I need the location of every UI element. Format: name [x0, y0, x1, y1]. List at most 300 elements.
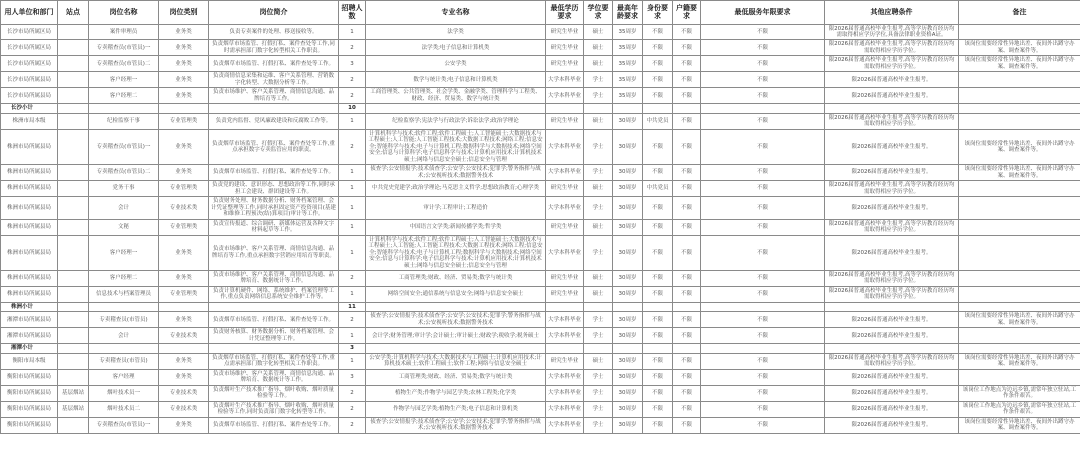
- table-row: [1, 88, 1080, 104]
- table-cell: [673, 344, 701, 353]
- table-cell: 不限: [643, 40, 673, 56]
- table-cell: 客户经理一: [89, 235, 159, 270]
- table-cell: 专业管理类: [159, 219, 209, 235]
- table-cell: 不限: [701, 165, 825, 181]
- table-cell: [959, 24, 1080, 40]
- table-cell: 不限: [643, 328, 673, 344]
- table-cell: 大学本科毕业: [546, 88, 584, 104]
- table-cell: [366, 344, 546, 353]
- table-cell: 不限: [701, 197, 825, 219]
- table-cell: 1: [339, 353, 366, 369]
- table-cell: 长沙市局所属县局: [1, 72, 58, 88]
- table-cell: 不限: [673, 181, 701, 197]
- table-cell: 35周岁: [613, 40, 643, 56]
- table-cell: 30周岁: [613, 312, 643, 328]
- table-cell: [959, 104, 1080, 113]
- table-cell: 负责烟草市场监管、打假打私、案件查处等工作,同时需承担部门数字化转型相关工作职责。: [209, 40, 339, 56]
- table-cell: 该岗位需要经常性异地出差、夜间外出蹲守办案、调查案件等。: [959, 129, 1080, 164]
- table-cell: 负责烟叶生产技术推广指导、烟叶收购、烟叶质量检验等工作。: [209, 385, 339, 401]
- table-cell: 不限: [701, 369, 825, 385]
- table-cell: 35周岁: [613, 56, 643, 72]
- table-cell: 不限: [643, 235, 673, 270]
- column-header: 最低服务年限要求: [701, 1, 825, 25]
- table-cell: 该岗位需要经常性异地出差、夜间外出蹲守办案、调查案件等。: [959, 165, 1080, 181]
- table-cell: [959, 286, 1080, 302]
- table-cell: 专业技术类: [159, 401, 209, 417]
- table-cell: 烟叶技术员一: [89, 385, 159, 401]
- table-cell: 信息技术与档案管理员: [89, 286, 159, 302]
- table-cell: 会计: [89, 197, 159, 219]
- table-cell: 中共党员: [643, 181, 673, 197]
- table-cell: 湘潭小计: [1, 344, 58, 353]
- table-cell: [366, 302, 546, 311]
- table-cell: 该岗位工作地点为边远乡镇,需常年独立驻站,工作条件艰苦。: [959, 385, 1080, 401]
- table-cell: 纪检监察干事: [89, 113, 159, 129]
- table-cell: 不限: [701, 401, 825, 417]
- table-cell: 限2026届普通高校毕业生报考。: [825, 401, 959, 417]
- table-cell: [546, 104, 584, 113]
- column-header: 岗位简介: [209, 1, 339, 25]
- table-cell: [959, 88, 1080, 104]
- table-cell: 大学本科毕业: [546, 401, 584, 417]
- table-cell: [58, 417, 89, 433]
- table-cell: 2: [339, 271, 366, 287]
- table-cell: [825, 302, 959, 311]
- table-row: [1, 369, 1080, 385]
- table-header-row: [1, 1, 1080, 25]
- table-cell: 公安学类: [366, 56, 546, 72]
- table-cell: 1: [339, 235, 366, 270]
- table-row: [1, 56, 1080, 72]
- table-cell: 限2026届普通高校毕业生报考。: [825, 417, 959, 433]
- table-cell: [58, 271, 89, 287]
- column-header: 最低学历要求: [546, 1, 584, 25]
- table-cell: 株洲市局所属县局: [1, 129, 58, 164]
- table-row: [1, 286, 1080, 302]
- table-cell: [58, 197, 89, 219]
- table-cell: 不限: [701, 385, 825, 401]
- table-cell: 客户经理二: [89, 271, 159, 287]
- table-cell: [959, 72, 1080, 88]
- table-cell: [959, 219, 1080, 235]
- table-cell: 大学本科毕业: [546, 312, 584, 328]
- table-cell: 学士: [584, 417, 613, 433]
- table-cell: 30周岁: [613, 401, 643, 417]
- table-cell: 专卖稽查员(市管员)一: [89, 417, 159, 433]
- table-row: [1, 385, 1080, 401]
- table-cell: [58, 181, 89, 197]
- table-cell: [89, 104, 159, 113]
- table-cell: 研究生毕业: [546, 40, 584, 56]
- table-cell: 30周岁: [613, 286, 643, 302]
- table-cell: 2: [339, 312, 366, 328]
- table-cell: [58, 165, 89, 181]
- table-cell: 党务干事: [89, 181, 159, 197]
- table-row: [1, 165, 1080, 181]
- table-cell: 不限: [673, 197, 701, 219]
- table-cell: [159, 344, 209, 353]
- table-cell: 研究生毕业: [546, 113, 584, 129]
- table-cell: 1: [339, 24, 366, 40]
- column-header: 站点: [58, 1, 89, 25]
- table-cell: 研究生毕业: [546, 219, 584, 235]
- table-cell: 不限: [643, 219, 673, 235]
- table-row: [1, 40, 1080, 56]
- table-cell: 专卖稽查员(市管员)二: [89, 165, 159, 181]
- table-cell: 不限: [701, 328, 825, 344]
- table-cell: [58, 312, 89, 328]
- table-cell: [159, 302, 209, 311]
- table-cell: [58, 24, 89, 40]
- table-cell: [959, 328, 1080, 344]
- table-row: [1, 417, 1080, 433]
- table-cell: 不限: [673, 353, 701, 369]
- table-cell: 限2026届普通高校毕业生报考,高等学历教育经历均需取得相应学历学位。: [825, 271, 959, 287]
- table-cell: 不限: [643, 271, 673, 287]
- table-cell: 不限: [701, 235, 825, 270]
- table-cell: 中国语言文学类;新闻传播学类;哲学类: [366, 219, 546, 235]
- table-cell: 株洲市局本级: [1, 113, 58, 129]
- table-cell: 公安学类;计算机科学与技术;大数据技术与工程硕士;计算机应用技术;计算机技术硕士;软件工程硕士;软件工程;网络与信息安全硕士: [366, 353, 546, 369]
- table-cell: 不限: [643, 401, 673, 417]
- table-cell: [58, 72, 89, 88]
- table-cell: 业务类: [159, 72, 209, 88]
- table-cell: [58, 104, 89, 113]
- table-cell: 11: [339, 302, 366, 311]
- table-cell: 不限: [643, 312, 673, 328]
- table-cell: 业务类: [159, 56, 209, 72]
- table-cell: 35周岁: [613, 72, 643, 88]
- table-cell: 长沙市局所属区局: [1, 24, 58, 40]
- table-cell: 专卖稽查员(市管员)二: [89, 56, 159, 72]
- table-cell: 负责烟草市场监管、打假打私、案件查处等工作,重点需承担部门数字化转型相关工作职责。: [209, 353, 339, 369]
- table-cell: 1: [339, 328, 366, 344]
- table-cell: 大学本科毕业: [546, 328, 584, 344]
- table-cell: [584, 302, 613, 311]
- table-cell: 30周岁: [613, 385, 643, 401]
- table-cell: 硕士: [584, 24, 613, 40]
- table-cell: 长沙市局所属区局: [1, 40, 58, 56]
- table-cell: 硕士: [584, 271, 613, 287]
- table-cell: 学士: [584, 328, 613, 344]
- table-cell: 硕士: [584, 40, 613, 56]
- table-cell: [613, 104, 643, 113]
- table-cell: 客户经理二: [89, 88, 159, 104]
- table-cell: 该岗位需要经常性异地出差、夜间外出蹲守办案、调查案件等。: [959, 40, 1080, 56]
- table-cell: 大学本科毕业: [546, 235, 584, 270]
- table-cell: 限2026届普通高校毕业生报考。: [825, 385, 959, 401]
- table-cell: 不限: [673, 312, 701, 328]
- table-row: [1, 113, 1080, 129]
- table-cell: [584, 104, 613, 113]
- table-cell: 不限: [701, 417, 825, 433]
- table-row: [1, 197, 1080, 219]
- table-cell: 限2026届普通高校毕业生报考。: [825, 88, 959, 104]
- table-cell: 大学本科毕业: [546, 369, 584, 385]
- table-cell: 不限: [673, 56, 701, 72]
- table-cell: 2: [339, 88, 366, 104]
- table-cell: [643, 344, 673, 353]
- table-cell: 侦查学;公安情报学;技术侦查学;公安学;公安技术;犯罪学;警务指挥与战术;公安视听技术;数据警务技术: [366, 165, 546, 181]
- subtotal-row: [1, 104, 1080, 113]
- column-header: 岗位名称: [89, 1, 159, 25]
- table-cell: 限2026届普通高校毕业生报考。: [825, 328, 959, 344]
- table-cell: 业务类: [159, 353, 209, 369]
- table-cell: [825, 344, 959, 353]
- table-cell: 1: [339, 165, 366, 181]
- table-cell: [701, 302, 825, 311]
- table-cell: 负责烟草市场监管、打假打私、案件查处等工作,重点承担数字专卖监管应用的职责。: [209, 129, 339, 164]
- table-cell: 不限: [673, 129, 701, 164]
- table-cell: 30周岁: [613, 417, 643, 433]
- table-cell: 负责财务核算、财务数据分析、财务档案管理、会计凭证整理等工作。: [209, 328, 339, 344]
- table-cell: 会计: [89, 328, 159, 344]
- table-cell: 30周岁: [613, 353, 643, 369]
- table-cell: 不限: [673, 219, 701, 235]
- table-cell: 30周岁: [613, 271, 643, 287]
- subtotal-row: [1, 302, 1080, 311]
- column-header: 用人单位和部门: [1, 1, 58, 25]
- table-cell: 不限: [701, 40, 825, 56]
- table-cell: 学士: [584, 385, 613, 401]
- table-cell: 不限: [673, 40, 701, 56]
- table-cell: 负责宣传报道、综合调研、新媒体运营及各种文字材料起草等工作。: [209, 219, 339, 235]
- table-cell: 不限: [701, 56, 825, 72]
- table-cell: 学士: [584, 165, 613, 181]
- table-cell: 学士: [584, 129, 613, 164]
- table-cell: 该岗位需要经常性异地出差、夜间外出蹲守办案、调查案件等。: [959, 417, 1080, 433]
- table-cell: 限2026届普通高校毕业生报考。: [825, 369, 959, 385]
- table-cell: 限2026届普通高校毕业生报考,高等学历教育经历均需取得相应学历学位。: [825, 40, 959, 56]
- table-cell: 不限: [701, 353, 825, 369]
- table-cell: 大学本科毕业: [546, 385, 584, 401]
- table-cell: 不限: [701, 88, 825, 104]
- table-cell: 不限: [643, 72, 673, 88]
- table-cell: 不限: [701, 113, 825, 129]
- table-cell: 不限: [701, 286, 825, 302]
- table-cell: 专卖稽查员(市管员): [89, 312, 159, 328]
- table-cell: 作物学与园艺学类;植物生产类;电子信息和计算机类: [366, 401, 546, 417]
- table-cell: 衡阳市局所属县局: [1, 385, 58, 401]
- table-cell: 长沙市局所属区局: [1, 56, 58, 72]
- table-cell: [58, 235, 89, 270]
- table-cell: 不限: [673, 113, 701, 129]
- table-cell: 业务类: [159, 24, 209, 40]
- table-cell: [959, 369, 1080, 385]
- table-cell: 衡阳市局所属县局: [1, 401, 58, 417]
- table-cell: 大学本科毕业: [546, 129, 584, 164]
- table-cell: [209, 302, 339, 311]
- table-cell: 负责烟草市场监管、打假打私、案件查处等工作。: [209, 417, 339, 433]
- table-cell: 不限: [701, 129, 825, 164]
- table-cell: 10: [339, 104, 366, 113]
- table-cell: 不限: [643, 369, 673, 385]
- table-cell: 专卖稽查员(市管员)一: [89, 129, 159, 164]
- table-cell: 大学本科毕业: [546, 165, 584, 181]
- table-cell: 硕士: [584, 219, 613, 235]
- table-cell: 限2026届普通高校毕业生报考,高等学历教育经历均需取得相应学历学位。: [825, 286, 959, 302]
- table-cell: [58, 88, 89, 104]
- table-cell: [58, 129, 89, 164]
- table-cell: 数学与统计类;电子信息和计算机类: [366, 72, 546, 88]
- table-cell: 该岗位需要经常性异地出差、夜间外出蹲守办案、调查案件等。: [959, 312, 1080, 328]
- table-cell: 株洲市局所属县局: [1, 286, 58, 302]
- table-cell: 不限: [673, 271, 701, 287]
- table-cell: 不限: [643, 129, 673, 164]
- table-cell: 株洲市局所属县局: [1, 197, 58, 219]
- table-cell: 不限: [643, 24, 673, 40]
- table-cell: 限2026届普通高校毕业生报考,高等学历教育经历均需取得相应学历学位,具备法律职业资格A证。: [825, 24, 959, 40]
- table-cell: 学士: [584, 72, 613, 88]
- table-cell: 不限: [673, 88, 701, 104]
- column-header: 岗位类别: [159, 1, 209, 25]
- table-cell: 业务类: [159, 271, 209, 287]
- table-cell: 研究生毕业: [546, 271, 584, 287]
- table-cell: 负责市场维护、客户关系管理、商情信息沟通、品牌培育、数据统计等工作。: [209, 271, 339, 287]
- table-body: [1, 24, 1080, 433]
- table-cell: 不限: [643, 88, 673, 104]
- table-cell: 业务类: [159, 165, 209, 181]
- table-cell: [673, 302, 701, 311]
- table-cell: 2: [339, 401, 366, 417]
- table-cell: 不限: [673, 286, 701, 302]
- table-cell: 不限: [643, 56, 673, 72]
- table-cell: 3: [339, 56, 366, 72]
- table-cell: 业务类: [159, 129, 209, 164]
- table-cell: 不限: [701, 72, 825, 88]
- table-cell: 限2026届普通高校毕业生报考。: [825, 312, 959, 328]
- table-cell: 案件审理员: [89, 24, 159, 40]
- table-cell: 30周岁: [613, 113, 643, 129]
- table-cell: [613, 344, 643, 353]
- table-cell: 不限: [673, 72, 701, 88]
- table-cell: [959, 344, 1080, 353]
- table-cell: 专业技术类: [159, 328, 209, 344]
- table-row: [1, 312, 1080, 328]
- table-cell: [58, 56, 89, 72]
- table-cell: 限2026届普通高校毕业生报考,高等学历教育经历均需取得相应学历学位。: [825, 181, 959, 197]
- table-cell: 株洲市局所属县局: [1, 219, 58, 235]
- table-cell: 工商管理类;财政、经济、贸易类;数学与统计类: [366, 271, 546, 287]
- table-cell: [959, 181, 1080, 197]
- table-cell: 负责专卖案件的处理、移送接收等。: [209, 24, 339, 40]
- table-cell: 2: [339, 40, 366, 56]
- table-cell: 负责烟草市场监管、打假打私、案件查处等工作。: [209, 56, 339, 72]
- table-cell: 专业管理类: [159, 286, 209, 302]
- table-cell: 限2026届普通高校毕业生报考,高等学历教育经历均需取得相应学历学位。: [825, 56, 959, 72]
- table-cell: 2: [339, 385, 366, 401]
- table-cell: 衡阳市局本级: [1, 353, 58, 369]
- table-cell: 纪检监察学;宪法学与行政法学;诉讼法学;政治学理论: [366, 113, 546, 129]
- table-row: [1, 401, 1080, 417]
- table-cell: 30周岁: [613, 235, 643, 270]
- table-cell: 研究生毕业: [546, 286, 584, 302]
- table-cell: [673, 104, 701, 113]
- table-cell: 负责商情信息采集和运维、客户关系管理、营销数字化转型、大数据分析等工作。: [209, 72, 339, 88]
- table-cell: 学士: [584, 235, 613, 270]
- table-cell: 不限: [643, 197, 673, 219]
- table-cell: 负责计算机硬件、网络、系统维护、档案管理等工作,重点负责网络信息系统安全维护工作等。: [209, 286, 339, 302]
- table-cell: 不限: [673, 385, 701, 401]
- table-cell: 业务类: [159, 235, 209, 270]
- table-cell: 株洲市局所属县局: [1, 271, 58, 287]
- table-cell: [58, 286, 89, 302]
- table-cell: [546, 344, 584, 353]
- table-cell: [58, 344, 89, 353]
- table-cell: 不限: [701, 271, 825, 287]
- table-cell: 业务类: [159, 88, 209, 104]
- table-cell: 长沙市局所属县局: [1, 88, 58, 104]
- table-cell: 1: [339, 286, 366, 302]
- table-cell: 湘潭市局所属县局: [1, 312, 58, 328]
- table-cell: 株洲市局所属县局: [1, 235, 58, 270]
- table-cell: [643, 104, 673, 113]
- table-cell: [701, 344, 825, 353]
- table-cell: [159, 104, 209, 113]
- table-cell: 硕士: [584, 113, 613, 129]
- table-cell: [58, 40, 89, 56]
- table-row: [1, 24, 1080, 40]
- table-cell: 该岗位工作地点为边远乡镇,需常年独立驻站,工作条件艰苦。: [959, 401, 1080, 417]
- table-cell: 大学本科毕业: [546, 72, 584, 88]
- table-cell: 学士: [584, 369, 613, 385]
- table-cell: 限2026届普通高校毕业生报考,高等学历教育经历均需取得相应学历学位。: [825, 219, 959, 235]
- table-row: [1, 181, 1080, 197]
- table-cell: [643, 302, 673, 311]
- table-cell: 1: [339, 113, 366, 129]
- table-cell: [701, 104, 825, 113]
- table-cell: 专业技术类: [159, 385, 209, 401]
- table-cell: 限2026届普通高校毕业生报考。: [825, 197, 959, 219]
- table-cell: [613, 302, 643, 311]
- table-cell: [58, 219, 89, 235]
- table-cell: [89, 344, 159, 353]
- table-cell: 不限: [673, 165, 701, 181]
- table-cell: 不限: [673, 24, 701, 40]
- table-cell: 业务类: [159, 369, 209, 385]
- table-cell: 法学类: [366, 24, 546, 40]
- table-cell: [58, 113, 89, 129]
- table-cell: 业务类: [159, 40, 209, 56]
- table-cell: 35周岁: [613, 24, 643, 40]
- table-cell: 专业管理类: [159, 181, 209, 197]
- table-cell: 30周岁: [613, 165, 643, 181]
- table-cell: 限2026届普通高校毕业生报考。: [825, 72, 959, 88]
- table-cell: [959, 271, 1080, 287]
- table-cell: 审计学;工程审计;工程造价: [366, 197, 546, 219]
- subtotal-row: [1, 344, 1080, 353]
- table-cell: 学士: [584, 197, 613, 219]
- table-cell: 中共党员: [643, 113, 673, 129]
- table-cell: 烟叶技术员二: [89, 401, 159, 417]
- table-row: [1, 328, 1080, 344]
- table-cell: 不限: [643, 385, 673, 401]
- table-cell: [959, 302, 1080, 311]
- table-cell: [366, 104, 546, 113]
- table-cell: 研究生毕业: [546, 181, 584, 197]
- table-cell: 限2026届普通高校毕业生报考。: [825, 235, 959, 270]
- table-cell: 研究生毕业: [546, 56, 584, 72]
- table-cell: 负责党内监督、党风廉政建设和反腐败工作等。: [209, 113, 339, 129]
- table-cell: 负责市场维护、客户关系管理、商情信息沟通、品牌培育等工作。: [209, 88, 339, 104]
- table-cell: 负责市场维护、客户关系管理、商情信息沟通、品牌培育、数据统计等工作。: [209, 369, 339, 385]
- table-cell: 长沙小计: [1, 104, 58, 113]
- table-cell: [58, 353, 89, 369]
- table-cell: 计算机科学与技术;软件工程;软件工程硕士;人工智能硕士;大数据技术与工程硕士;人工智能;人工智能工程技术;大数据工程技术;网络工程;信息安全;智能科学与技术;电子与计算机工程;数据科学与大数据技术;网络空间安全;信息与计算科学;电子信息科学与技术;计算机应用技术;计算机技术硕士;网络与信息安全硕士;信息安全与管理: [366, 129, 546, 164]
- table-cell: 限2026届普通高校毕业生报考,高等学历教育经历均需取得相应学历学位。: [825, 113, 959, 129]
- table-cell: 硕士: [584, 56, 613, 72]
- table-cell: 硕士: [584, 353, 613, 369]
